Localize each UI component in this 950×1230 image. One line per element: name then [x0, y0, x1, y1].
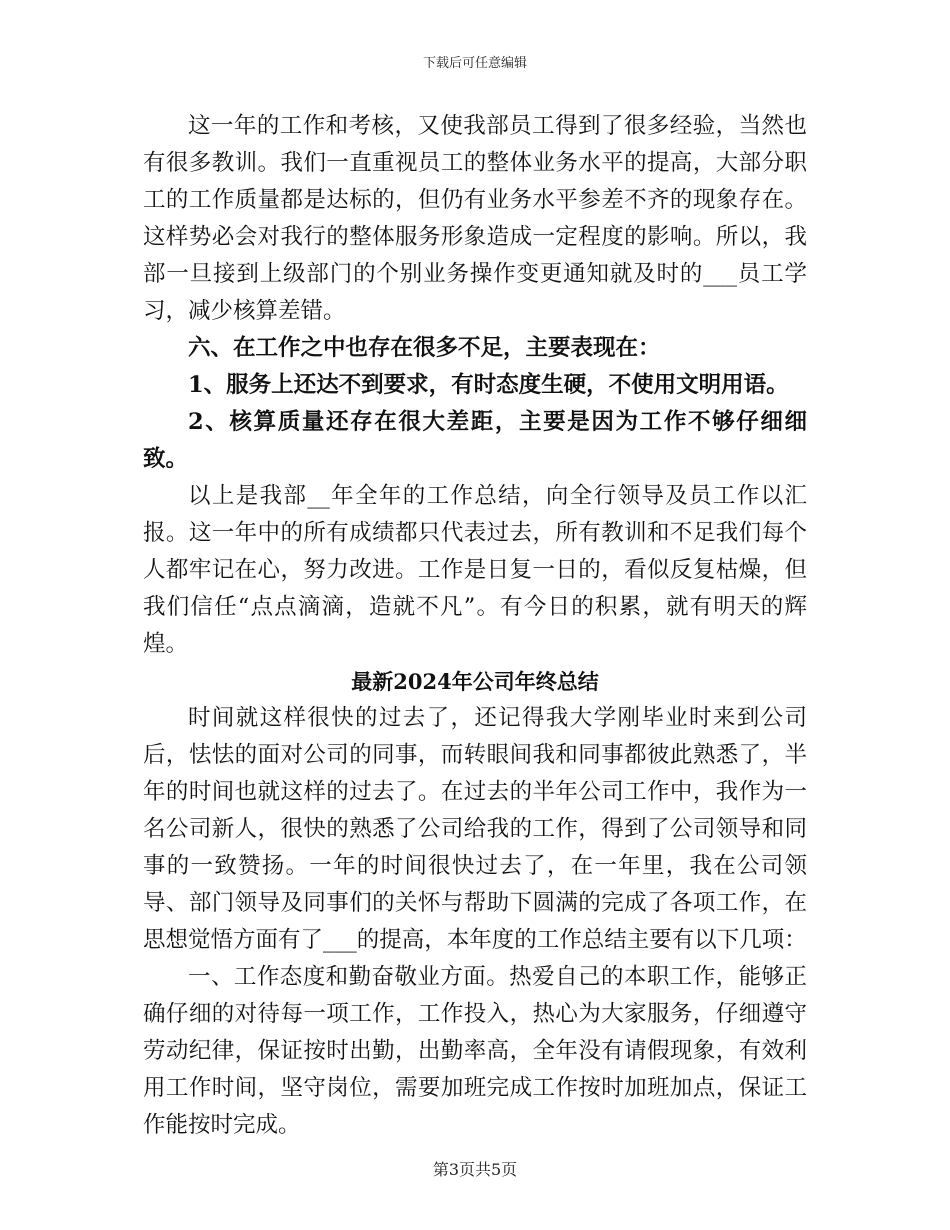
paragraph-summary: 以上是我部__年全年的工作总结，向全行领导及员工作以汇报。这一年中的所有成绩都只代表过去，所有教训和不足我们每个人都牢记在心，努力改进。工作是日复一日的，看似反复枯燥，但我们信任“点点滴滴，造就不凡”。有今日的积累，就有明天的辉煌。 [143, 483, 807, 657]
paragraph-work-attitude: 一、工作态度和勤奋敬业方面。热爱自己的本职工作，能够正确仔细的对待每一项工作，工作投入，热心为大家服务，仔细遵守劳动纪律，保证按时出勤，出勤率高，全年没有请假现象，有效利用工作时间，坚守岗位，需要加班完成工作按时加班加点，保证工作能按时完成。 [143, 964, 807, 1138]
point-six-heading: 六、在工作之中也存在很多不足，主要表现在： [188, 335, 661, 361]
document-body [143, 108, 807, 1144]
section-title: 最新2024年公司年终总结 [351, 669, 599, 694]
point-six-item-2: 2、核算质量还存在很大差距，主要是因为工作不够仔细细致。 [143, 409, 807, 472]
point-six-item-1: 1、服务上还达不到要求，有时态度生硬，不使用文明用语。 [188, 372, 789, 398]
page-header: 下载后可任意编辑 [422, 56, 527, 71]
page-number: 第3页共5页 [432, 1160, 518, 1179]
paragraph-experience: 这一年的工作和考核，又使我部员工得到了很多经验，当然也有很多教训。我们一直重视员工的整体业务水平的提高，大部分职工的工作质量都是达标的，但仍有业务水平参差不齐的现象存在。这样势必会对我行的整体服务形象造成一定程度的影响。所以，我部一旦接到上级部门的个别业务操作变更通知就及时的___员工学习，减少核算差错。 [143, 113, 807, 324]
paragraph-intro: 时间就这样很快的过去了，还记得我大学刚毕业时来到公司后，怯怯的面对公司的同事，而转眼间我和同事都彼此熟悉了，半年的时间也就这样的过去了。在过去的半年公司工作中，我作为一名公司新人，很快的熟悉了公司给我的工作，得到了公司领导和同事的一致赞扬。一年的时间很快过去了，在一年里，我在公司领导、部门领导及同事们的关怀与帮助下圆满的完成了各项工作，在思想觉悟方面有了___的提高，本年度的工作总结主要有以下几项： [143, 705, 807, 953]
